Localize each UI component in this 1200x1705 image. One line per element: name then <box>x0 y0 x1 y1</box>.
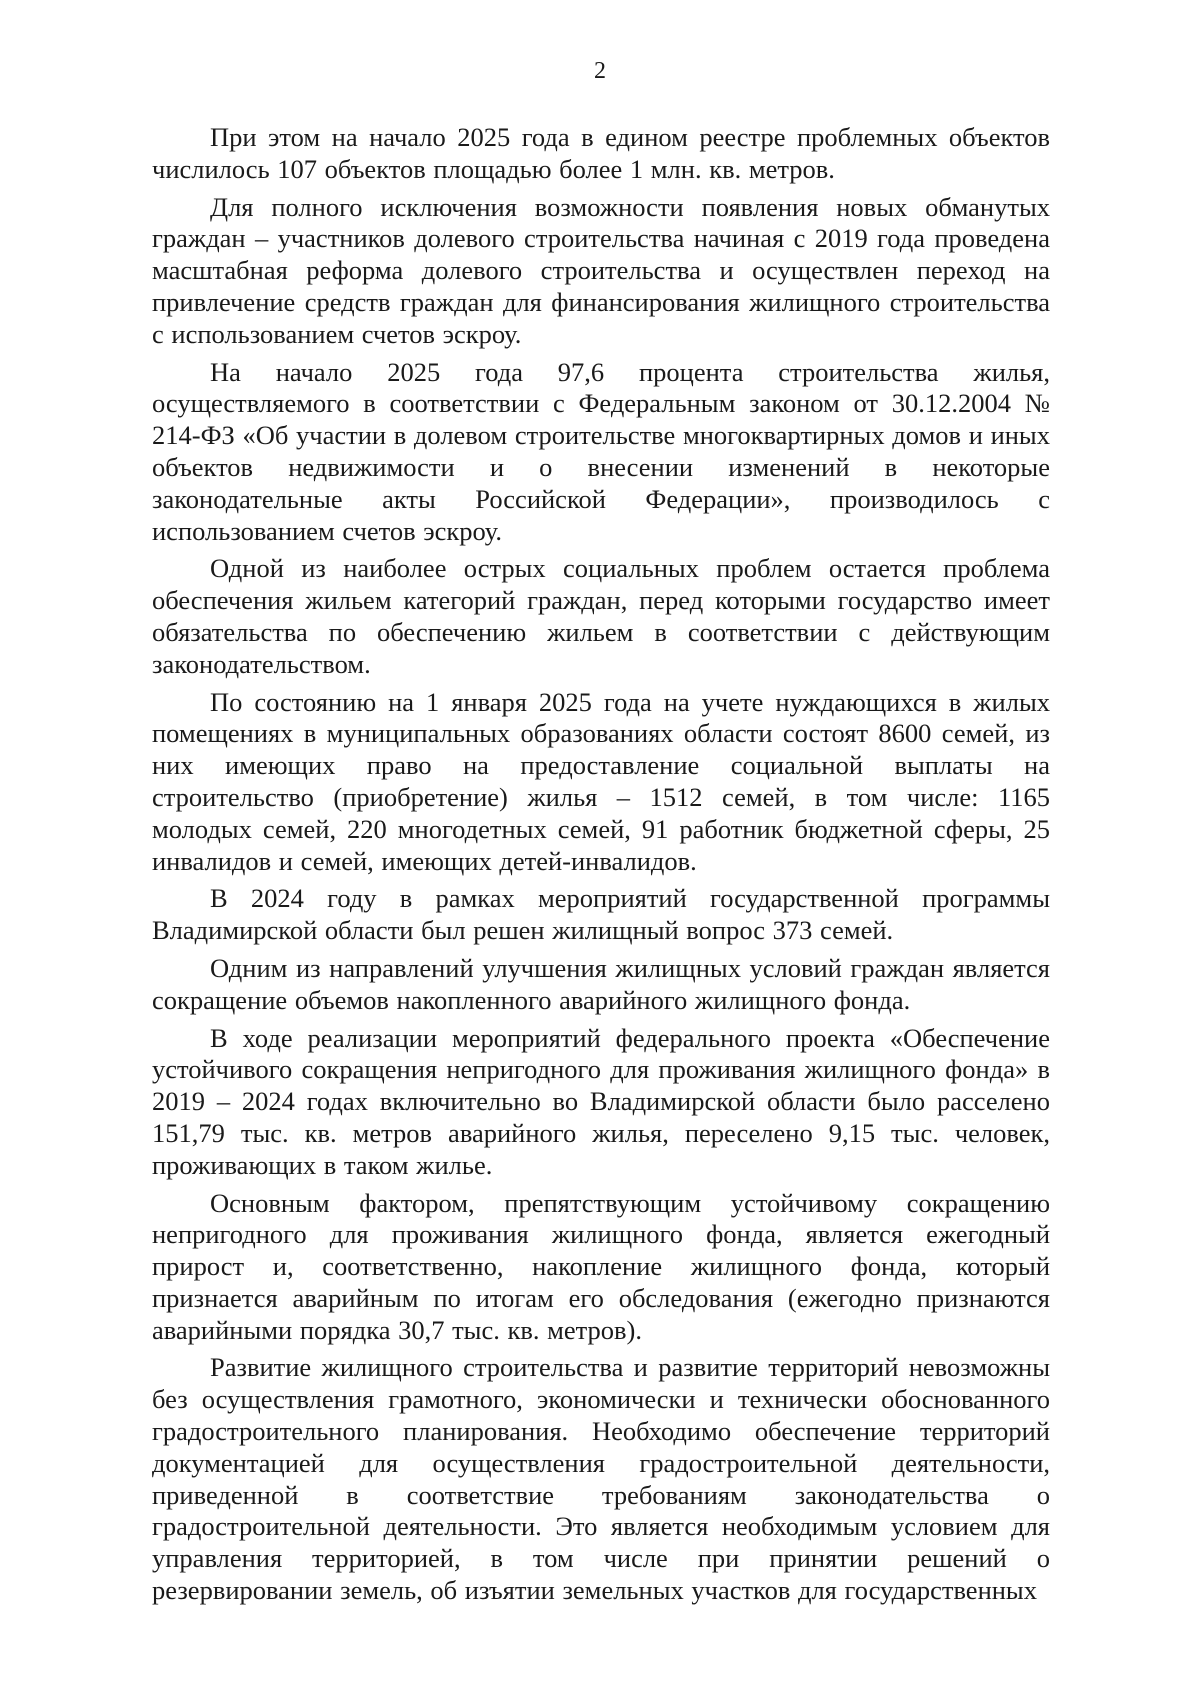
document-body <box>152 122 1050 1613</box>
paragraph-problem-objects: При этом на начало 2025 года в едином реестре проблемных объектов числилось 107 объектов площадью более 1 млн. кв. метров. <box>152 122 1050 184</box>
paragraph-housing-obligations: Одной из наиболее острых социальных проблем остается проблема обеспечения жильем категорий граждан, перед которыми государство имеет обязательства по обеспечению жильем в соответствии с действующим законодательством. <box>152 553 1050 679</box>
paragraph-escrow-share: На начало 2025 года 97,6 процента строительства жилья, осуществляемого в соответствии с Федеральным законом от 30.12.2004 № 214-ФЗ «Об участии в долевом строительстве многоквартирных домов и иных объектов недвижимости и о внесении изменений в некоторые законодательные акты Российской Федерации», производилось с использованием счетов эскроу. <box>152 356 1050 546</box>
paragraph-housing-queue: По состоянию на 1 января 2025 года на учете нуждающихся в жилых помещениях в муниципальных образованиях области состоят 8600 семей, из них имеющих право на предоставление социальной выплаты на строительство (приобретение) жилья – 1512 семей, в том числе: 1165 молодых семей, 220 многодетных семей, 91 работник бюджетной сферы, 25 инвалидов и семей, имеющих детей-инвалидов. <box>152 686 1050 876</box>
page-number: 2 <box>594 58 606 84</box>
paragraph-emergency-housing-reduction: Одним из направлений улучшения жилищных условий граждан является сокращение объемов накопленного аварийного жилищного фонда. <box>152 952 1050 1015</box>
paragraph-federal-project: В ходе реализации мероприятий федерального проекта «Обеспечение устойчивого сокращения непригодного для проживания жилищного фонда» в 2019 – 2024 годах включительно во Владимирской области было расселено 151,79 тыс. кв. метров аварийного жилья, переселено 9,15 тыс. человек, проживающих в таком жилье. <box>152 1022 1050 1180</box>
paragraph-urban-planning: Развитие жилищного строительства и развитие территорий невозможны без осуществления грамотного, экономически и технически обоснованного градостроительного планирования. Необходимо обеспечение территорий документацией для осуществления градостроительной деятельности, приведенной в соответствие требованиям законодательства о градостроительной деятельности. Это является необходимым условием для управления территорией, в том числе при принятии решений о резервировании земель, об изъятии земельных участков для государственных <box>152 1352 1050 1606</box>
paragraph-main-factor: Основным фактором, препятствующим устойчивому сокращению непригодного для проживания жилищного фонда, является ежегодный прирост и, соответственно, накопление жилищного фонда, который признается аварийным по итогам его обследования (ежегодно признаются аварийными порядка 30,7 тыс. кв. метров). <box>152 1187 1050 1345</box>
paragraph-families-2024: В 2024 году в рамках мероприятий государственной программы Владимирской области был решен жилищный вопрос 373 семей. <box>152 883 1050 946</box>
paragraph-shared-construction-reform: Для полного исключения возможности появления новых обманутых граждан – участников долевого строительства начиная с 2019 года проведена масштабная реформа долевого строительства и осуществлен переход на привлечение средств граждан для финансирования жилищного строительства с использованием счетов эскроу. <box>152 191 1050 349</box>
